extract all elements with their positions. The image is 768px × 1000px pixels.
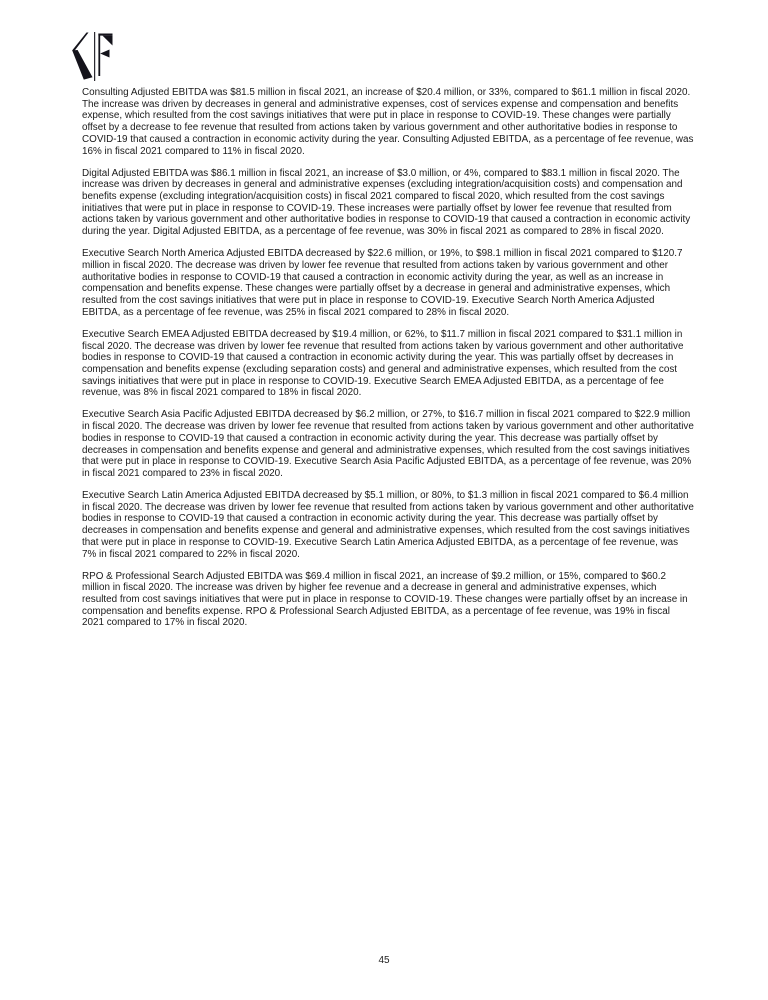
paragraph-rpo-professional-search-adjusted-ebitda: RPO & Professional Search Adjusted EBITDA was $69.4 million in fiscal 2021, an increase of $9.2 million, or 15%, compared to $60.2 million in fiscal 2020. The increase was driven by higher fee revenue and a decrease in general and administrative expenses, which resulted from cost savings initiatives that were put in place in response to COVID-19. These changes were partially offset by an increase in compensation and benefits expense. RPO & Professional Search Adjusted EBITDA, as a percentage of fee revenue, was 19% in fiscal 2021 compared to 17% in fiscal 2020. bbox=[82, 570, 688, 629]
paragraph-digital-adjusted-ebitda: Digital Adjusted EBITDA was $86.1 million in fiscal 2021, an increase of $3.0 million, or 4%, compared to $83.1 million in fiscal 2020. The increase was driven by decreases in general and administrative expenses (excluding integration/acquisition costs) and compensation and benefits expense (excluding integration/acquisition costs) in fiscal 2021 compared to fiscal 2020, which resulted from the cost savings initiatives that were put in place in response to COVID-19. These increases were partially offset by lower fee revenue that resulted from actions taken by various government and other authoritative bodies in response to COVID-19 that caused a contraction in economic activity during the year. Digital Adjusted EBITDA, as a percentage of fee revenue, was 30% in fiscal 2021 as compared to 28% in fiscal 2020. bbox=[82, 167, 691, 238]
korn-ferry-logo-icon bbox=[69, 32, 113, 82]
paragraph-executive-search-emea-adjusted-ebitda: Executive Search EMEA Adjusted EBITDA decreased by $19.4 million, or 62%, to $11.7 million in fiscal 2021 compared to $31.1 million in fiscal 2020. The decrease was driven by lower fee revenue that resulted from actions taken by various government and other authoritative bodies in response to COVID-19 that caused a contraction in economic activity during the year. This was partially offset by decreases in compensation and benefits expense (excluding separation costs) and general and administrative expenses, which resulted from the cost savings initiatives that were put in place in response to COVID-19. Executive Search EMEA Adjusted EBITDA, as a percentage of fee revenue, was 8% in fiscal 2021 compared to 18% in fiscal 2020. bbox=[82, 328, 684, 399]
page-number: 45 bbox=[378, 955, 390, 966]
segment-ebitda-discussion bbox=[82, 87, 694, 640]
paragraph-executive-search-north-america-adjusted-ebitda: Executive Search North America Adjusted EBITDA decreased by $22.6 million, or 19%, to $98.1 million in fiscal 2021 compared to $120.7 million in fiscal 2020. The decrease was driven by lower fee revenue that resulted from actions taken by various government and other authoritative bodies in response to COVID-19 that caused a contraction in economic activity during the year, as well as an increase in compensation and benefits expense. These changes were partially offset by a decrease in general and administrative expenses, which resulted from the cost savings initiatives that were put in place in response to COVID-19. Executive Search North America Adjusted EBITDA, as a percentage of fee revenue, was 25% in fiscal 2021 compared to 28% in fiscal 2020. bbox=[82, 248, 683, 318]
paragraph-consulting-adjusted-ebitda: Consulting Adjusted EBITDA was $81.5 million in fiscal 2021, an increase of $20.4 million, or 33%, compared to $61.1 million in fiscal 2020. The increase was driven by decreases in general and administrative expenses, cost of services expense and compensation and benefits expense, which resulted from the cost savings initiatives that were put in place in response to COVID-19. These changes were partially offset by a decrease to fee revenue that resulted from actions taken by various government and other authoritative bodies in response to COVID-19 that caused a contraction in economic activity during the year. Consulting Adjusted EBITDA, as a percentage of fee revenue, was 16% in fiscal 2021 compared to 11% in fiscal 2020. bbox=[82, 87, 694, 157]
page-footer bbox=[0, 950, 768, 968]
paragraph-executive-search-asia-pacific-adjusted-ebitda: Executive Search Asia Pacific Adjusted EBITDA decreased by $6.2 million, or 27%, to $16.7 million in fiscal 2021 compared to $22.9 million in fiscal 2020. The decrease was driven by lower fee revenue that resulted from actions taken by various government and other authoritative bodies in response to COVID-19 that caused a contraction in economic activity during the year. This decrease was partially offset by decreases in compensation and benefits expense and general and administrative expenses, which resulted from the cost savings initiatives that were put in place in response to COVID-19. Executive Search Asia Pacific Adjusted EBITDA, as a percentage of fee revenue, was 20% in fiscal 2021 compared to 23% in fiscal 2020. bbox=[82, 409, 694, 479]
paragraph-executive-search-latin-america-adjusted-ebitda: Executive Search Latin America Adjusted EBITDA decreased by $5.1 million, or 80%, to $1.3 million in fiscal 2021 compared to $6.4 million in fiscal 2020. The decrease was driven by lower fee revenue that resulted from actions taken by various government and other authoritative bodies in response to COVID-19 that caused a contraction in economic activity during the year. This decrease was partially offset by decreases in compensation and benefits expense and general and administrative expenses, which resulted from the cost savings initiatives that were put in place in response to COVID-19. Executive Search Latin America Adjusted EBITDA, as a percentage of fee revenue, was 7% in fiscal 2021 compared to 22% in fiscal 2020. bbox=[82, 490, 694, 560]
